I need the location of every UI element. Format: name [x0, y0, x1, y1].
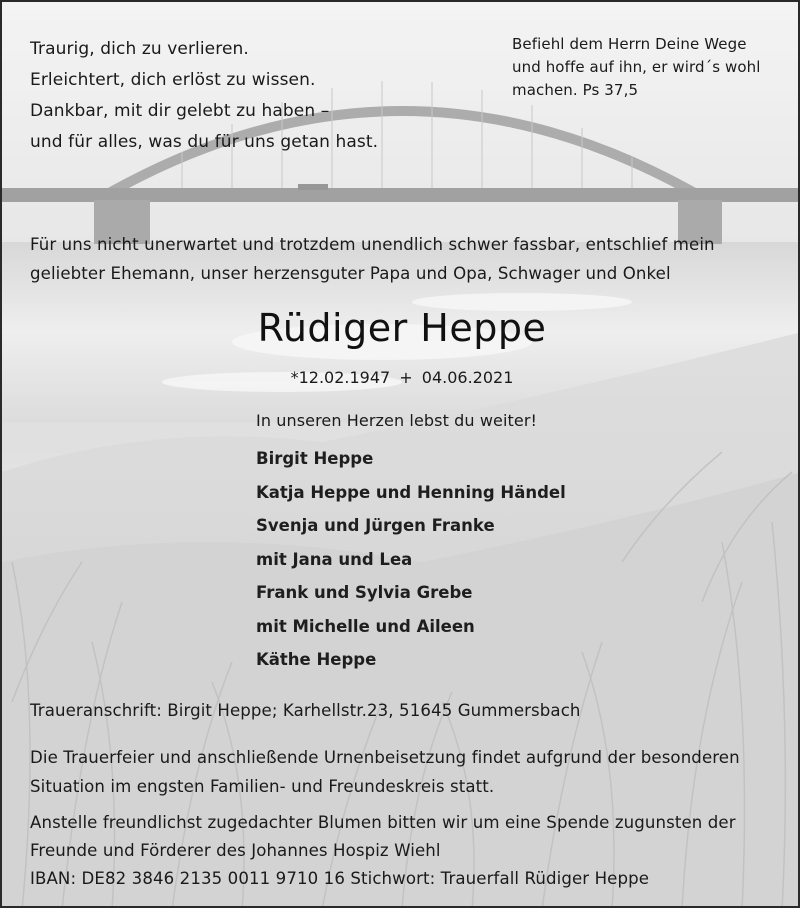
mourners-list	[256, 442, 566, 677]
poem-line: Dankbar, mit dir gelebt zu haben –	[30, 101, 330, 121]
donation-line: Anstelle freundlichst zugedachter Blumen bitten wir um eine Spende zugunsten der	[30, 813, 736, 832]
mourning-address: Traueranschrift: Birgit Heppe; Karhellstr.23, 51645 Gummersbach	[30, 701, 581, 720]
verse-line: Befiehl dem Herrn Deine Wege	[512, 35, 747, 53]
poem-line: Traurig, dich zu verlieren.	[30, 39, 249, 59]
motto: In unseren Herzen lebst du weiter!	[256, 411, 538, 430]
poem-line: Erleichtert, dich erlöst zu wissen.	[30, 70, 316, 90]
mourner-entry: Frank und Sylvia Grebe	[256, 583, 473, 602]
mourner-entry: mit Jana und Lea	[256, 549, 413, 569]
verse-line: machen. Ps 37,5	[512, 81, 639, 99]
donation-info	[30, 809, 736, 893]
life-dates: *12.02.1947 + 04.06.2021	[290, 368, 514, 387]
intro-text	[30, 230, 715, 288]
deceased-name: Rüdiger Heppe	[257, 306, 547, 350]
intro-line: Für uns nicht unerwartet und trotzdem unendlich schwer fassbar, entschlief mein	[30, 235, 715, 254]
intro-line: geliebter Ehemann, unser herzensguter Papa und Opa, Schwager und Onkel	[30, 264, 671, 283]
ceremony-line: Situation im engsten Familien- und Freundeskreis statt.	[30, 777, 495, 796]
mourner-entry: Katja Heppe und Henning Händel	[256, 482, 566, 502]
donation-iban: IBAN: DE82 3846 2135 0011 9710 16 Stichwort: Trauerfall Rüdiger Heppe	[30, 869, 650, 888]
mourner-entry: Käthe Heppe	[256, 650, 377, 669]
poem-line: und für alles, was du für uns getan hast.	[30, 132, 379, 152]
mourner-entry: Birgit Heppe	[256, 449, 374, 468]
ceremony-info	[30, 743, 740, 801]
ceremony-line: Die Trauerfeier und anschließende Urnenbeisetzung findet aufgrund der besonderen	[30, 748, 740, 767]
donation-line: Freunde und Förderer des Johannes Hospiz Wiehl	[30, 841, 441, 860]
mourner-entry: mit Michelle und Aileen	[256, 616, 475, 636]
mourner-entry: Svenja und Jürgen Franke	[256, 516, 495, 535]
verse-line: und hoffe auf ihn, er wird´s wohl	[512, 58, 761, 76]
poem-left	[30, 34, 378, 158]
bible-verse	[512, 33, 761, 102]
